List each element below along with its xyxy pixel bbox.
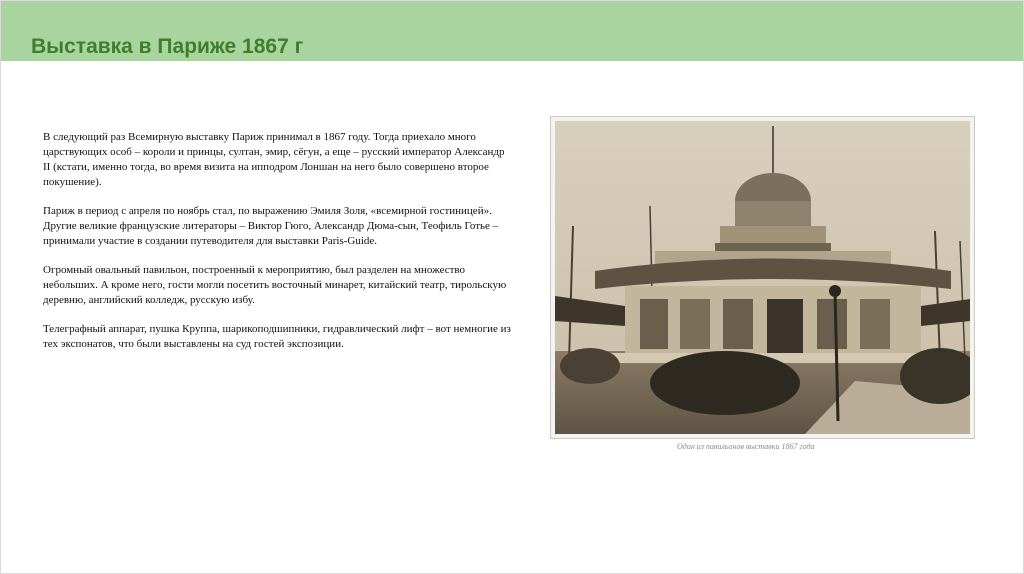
pavilion-photo [550,116,975,439]
slide-title: Выставка в Париже 1867 г [31,35,304,58]
body-text [43,130,513,366]
photo-caption: Один из павильонов выставки 1867 года [677,442,815,451]
paragraph: Огромный овальный павильон, построенный к мероприятию, был разделен на множество небольших. А кроме него, гости могли посетить восточный минарет, китайский театр, тирольскую деревню, английский колледж, русскую избу. [43,264,507,306]
paragraph: Телеграфный аппарат, пушка Круппа, шарикоподшипники, гидравлический лифт – вот немногие из тех экспонатов, что были выставлены на суд гостей экспозиции. [43,323,511,350]
pavilion-image [555,121,970,434]
paragraph: В следующий раз Всемирную выставку Париж принимал в 1867 году. Тогда приехало много царствующих особ – короли и принцы, султан, эмир, сёгун, а еще – русский император Александр II (кстати, именно тогда, во время визита на ипподром Лоншан на него было совершено второе покушение). [43,131,505,188]
paragraph: Париж в период с апреля по ноябрь стал, по выражению Эмиля Золя, «всемирной гостиницей». Другие великие французские литераторы – Виктор Гюго, Александр Дюма-сын, Теофиль Готье – принимали участие в создании путеводителя для выставки Paris-Guide. [43,205,499,247]
